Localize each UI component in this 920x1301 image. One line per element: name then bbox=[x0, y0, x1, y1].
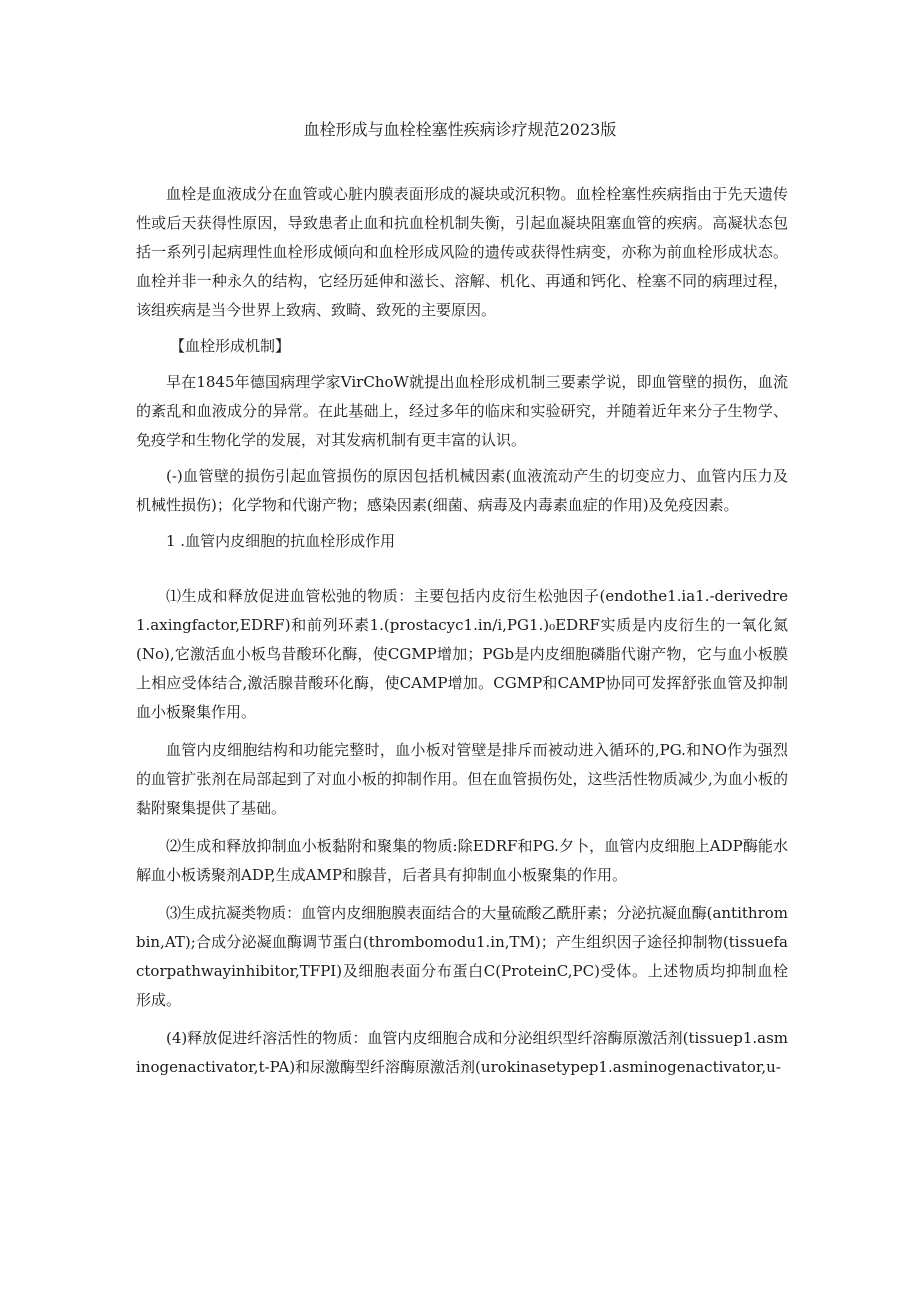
paragraph-item-2: ⑵生成和释放抑制血小板黏附和聚集的物质:除EDRF和PG.夕卜，血管内皮细胞上ADP酶能水解血小板诱聚剂ADP,生成AMP和腺昔，后者具有抑制血小板聚集的作用。 bbox=[136, 837, 788, 884]
section-heading-thrombus-mechanism: 【血栓形成机制】 bbox=[170, 337, 291, 355]
document-title: 血栓形成与血栓栓塞性疾病诊疗规范2023版 bbox=[303, 120, 617, 139]
paragraph-vessel-wall: (-)血管壁的损伤引起血管损伤的原因包括机械因素(血液流动产生的切变应力、血管内压力及机械性损伤)；化学物和代谢产物；感染因素(细菌、病毒及内毒素血症的作用)及免疫因素。 bbox=[136, 467, 788, 514]
paragraph-item-1-continued: 血管内皮细胞结构和功能完整时，血小板对管壁是排斥而被动进入循环的,PG.和NO作为强烈的血管扩张剂在局部起到了对血小板的抑制作用。但在血管损伤处，这些活性物质减少,为血小板的黏附聚集提供了基础。 bbox=[136, 741, 788, 817]
paragraph-intro: 血栓是血液成分在血管或心脏内膜表面形成的凝块或沉积物。血栓栓塞性疾病指由于先天遗传性或后天获得性原因，导致患者止血和抗血栓机制失衡，引起血凝块阻塞血管的疾病。高凝状态包括一系列引起病理性血栓形成倾向和血栓形成风险的遗传或获得性病变，亦称为前血栓形成状态。血栓并非一种永久的结构，它经历延伸和滋长、溶解、机化、再通和钙化、栓塞不同的病理过程，该组疾病是当今世界上致病、致畸、致死的主要原因。 bbox=[136, 185, 788, 319]
subheading-endothelial: 1 .血管内皮细胞的抗血栓形成作用 bbox=[166, 532, 396, 550]
paragraph-item-3: ⑶生成抗凝类物质：血管内皮细胞膜表面结合的大量硫酸乙酰肝素；分泌抗凝血酶(antithrombin,AT);合成分泌凝血酶调节蛋白(thrombomodu1.in,TM)；产生组织因子途径抑制物(tissuefactorpathwayinhibitor,TFPI)及细胞表面分布蛋白C(ProteinC,PC)受体。上述物质均抑制血栓形成。 bbox=[136, 904, 788, 1009]
document-body bbox=[136, 180, 788, 1082]
paragraph-history: 早在1845年德国病理学家VirChoW就提出血栓形成机制三要素学说，即血管壁的损伤，血流的紊乱和血液成分的异常。在此基础上，经过多年的临床和实验研究，并随着近年来分子生物学、免疫学和生物化学的发展，对其发病机制有更丰富的认识。 bbox=[136, 373, 788, 449]
paragraph-item-1: ⑴生成和释放促进血管松弛的物质：主要包括内皮衍生松弛因子(endothe1.ia1.-derivedre1.axingfactor,EDRF)和前列环素1.(prostacyc1.in∕i,PG1.)₀EDRF实质是内皮衍生的一氧化氮(No),它激活血小板鸟昔酸环化酶，使CGMP增加；PGb是内皮细胞磷脂代谢产物，它与血小板膜上相应受体结合,激活腺昔酸环化酶，使CAMP增加。CGMP和CAMP协同可发挥舒张血管及抑制血小板聚集作用。 bbox=[136, 587, 788, 721]
paragraph-item-4: (4)释放促进纤溶活性的物质：血管内皮细胞合成和分泌组织型纤溶酶原激活剂(tissuep1.asminogenactivator,t-PA)和尿激酶型纤溶酶原激活剂(urokinasetypep1.asminogenactivator,u- bbox=[136, 1029, 788, 1076]
